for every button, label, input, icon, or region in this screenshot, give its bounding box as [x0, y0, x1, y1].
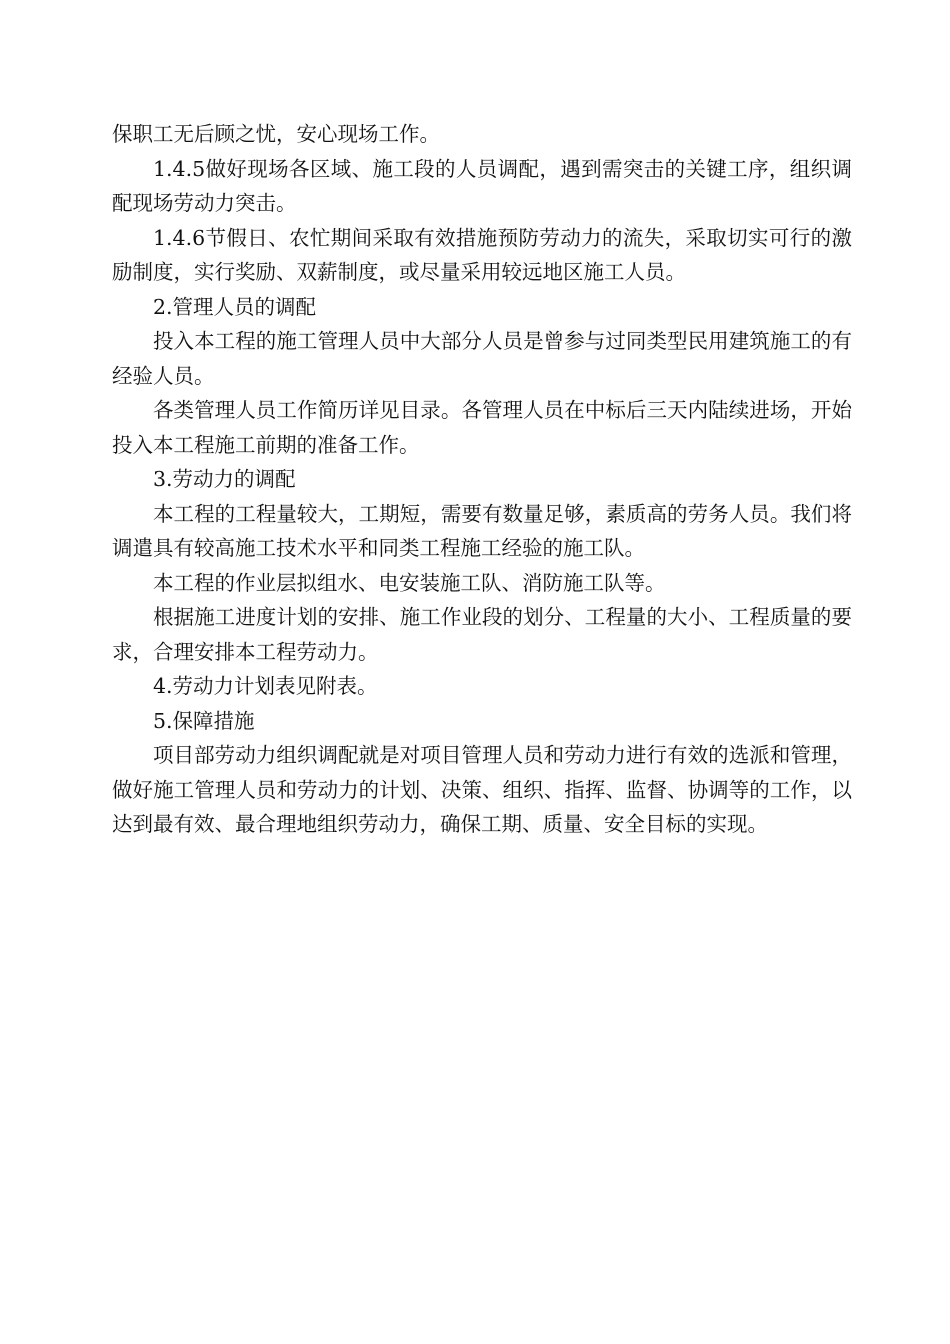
- section-heading-labor-plan: 4.劳动力计划表见附表。: [153, 674, 378, 698]
- document-body: [112, 117, 852, 842]
- paragraph-6: 各类管理人员工作简历详见目录。各管理人员在中标后三天内陆续进场，开始投入本工程施工前期的准备工作。: [112, 398, 852, 457]
- paragraph-5: 投入本工程的施工管理人员中大部分人员是曾参与过同类型民用建筑施工的有经验人员。: [112, 329, 852, 388]
- section-heading-labor: 3.劳动力的调配: [153, 467, 296, 491]
- paragraph-9: 本工程的作业层拟组水、电安装施工队、消防施工队等。: [153, 570, 666, 595]
- paragraph-10: 根据施工进度计划的安排、施工作业段的划分、工程量的大小、工程质量的要求，合理安排本工程劳动力。: [112, 605, 852, 664]
- paragraph-8: 本工程的工程量较大，工期短，需要有数量足够，素质高的劳务人员。我们将调遣具有较高施工技术水平和同类工程施工经验的施工队。: [112, 501, 852, 560]
- section-heading-safeguards: 5.保障措施: [153, 708, 255, 733]
- paragraph-3: 1.4.6节假日、农忙期间采取有效措施预防劳动力的流失，采取切实可行的激励制度，实行奖励、双薪制度，或尽量采用较远地区施工人员。: [112, 225, 852, 284]
- section-heading-management-staff: 2.管理人员的调配: [153, 294, 317, 319]
- paragraph-2: 1.4.5做好现场各区域、施工段的人员调配，遇到需突击的关键工序，组织调配现场劳动力突击。: [112, 156, 852, 215]
- paragraph-1: 保职工无后顾之忧，安心现场工作。: [112, 122, 440, 146]
- paragraph-13: 项目部劳动力组织调配就是对项目管理人员和劳动力进行有效的选派和管理，做好施工管理人员和劳动力的计划、决策、组织、指挥、监督、协调等的工作，以达到最有效、最合理地组织劳动力，确保工期、质量、安全目标的实现。: [112, 743, 852, 836]
